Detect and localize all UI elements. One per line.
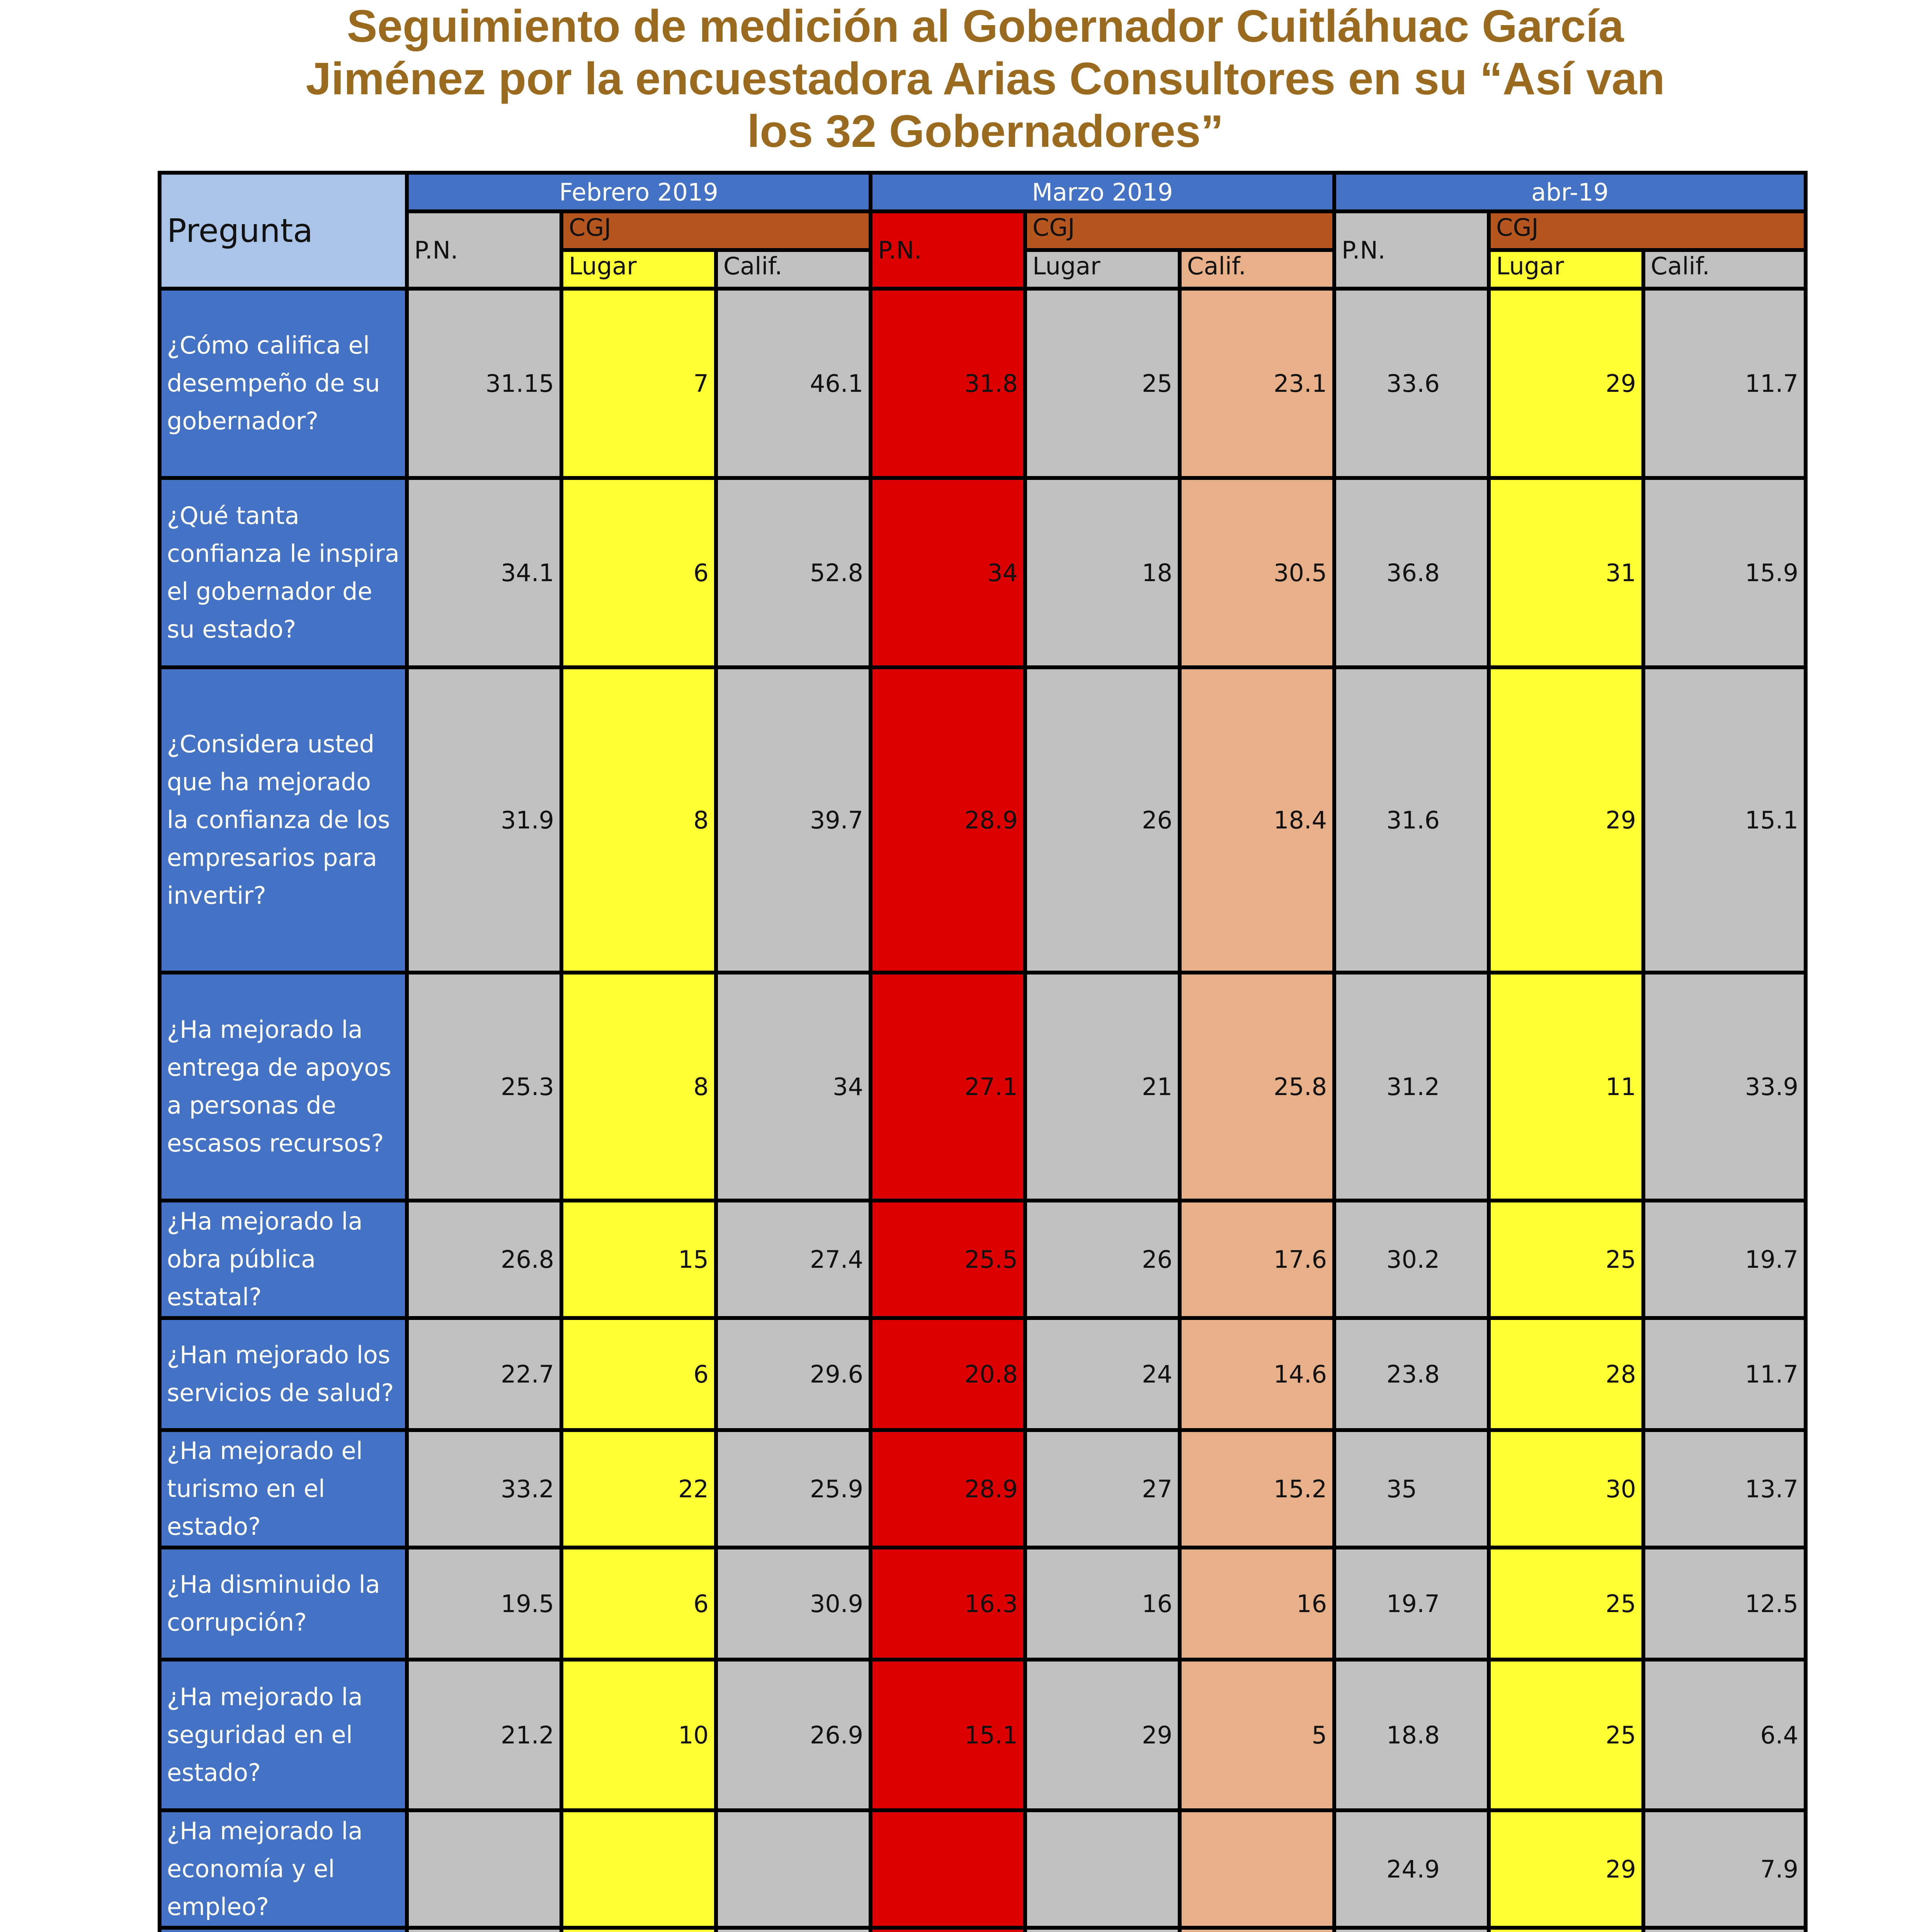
question-cell: ¿Considera usted que ha mejorado la confianza de los empresarios para invertir? (160, 667, 407, 973)
table-row (160, 1548, 1806, 1660)
value-cell-calif-feb: 29.6 (716, 1318, 871, 1430)
pn-header-apr: P.N. (1334, 211, 1489, 289)
value-cell-lugar-mar: 18 (1025, 478, 1180, 667)
value-cell-calif-mar: 23.1 (1180, 289, 1334, 478)
value-cell-calif-feb (716, 1928, 871, 1932)
value-cell-calif-feb: 46.1 (716, 289, 871, 478)
value-cell-lugar-mar: 26 (1025, 1201, 1180, 1318)
value-cell-pn-feb: 19.5 (407, 1548, 561, 1660)
question-cell: ¿Ha mejorado la entrega de apoyos a personas de escasos recursos? (160, 973, 407, 1201)
lugar-header-apr: Lugar (1489, 250, 1643, 289)
value-cell-lugar-feb: 15 (561, 1201, 716, 1318)
value-cell-calif-feb: 25.9 (716, 1430, 871, 1548)
value-cell-pn-mar: 16.3 (871, 1548, 1025, 1660)
value-cell-calif-mar: 15.2 (1180, 1430, 1334, 1548)
value-cell-pn-mar (871, 1928, 1025, 1932)
lugar-header-mar: Lugar (1025, 250, 1180, 289)
value-cell-calif-apr: 33.9 (1643, 973, 1806, 1201)
value-cell-calif-mar (1180, 1810, 1334, 1928)
value-cell-lugar-apr: 25 (1489, 1201, 1643, 1318)
value-cell-pn-apr: 36.8 (1334, 478, 1489, 667)
table-row (160, 667, 1806, 973)
value-cell-calif-feb: 30.9 (716, 1548, 871, 1660)
value-cell-lugar-apr: 28 (1489, 1318, 1643, 1430)
table-row (160, 1430, 1806, 1548)
value-cell-lugar-mar: 25 (1025, 289, 1180, 478)
value-cell-pn-mar: 28.9 (871, 1430, 1025, 1548)
value-cell-pn-feb: 31.15 (407, 289, 561, 478)
question-cell: ¿Han mejorado los servicios de salud? (160, 1318, 407, 1430)
value-cell-calif-apr: 11.7 (1643, 1318, 1806, 1430)
value-cell-calif-apr: 6.4 (1643, 1660, 1806, 1810)
value-cell-lugar-apr: 30 (1489, 1430, 1643, 1548)
value-cell-pn-feb: 31.9 (407, 667, 561, 973)
value-cell-lugar-apr: 31 (1489, 478, 1643, 667)
value-cell-lugar-apr: 29 (1489, 667, 1643, 973)
value-cell-pn-apr (1334, 1928, 1489, 1932)
value-cell-pn-feb (407, 1810, 561, 1928)
value-cell-calif-apr: 12.5 (1643, 1548, 1806, 1660)
value-cell-pn-apr: 35 (1334, 1430, 1489, 1548)
value-cell-pn-mar: 20.8 (871, 1318, 1025, 1430)
value-cell-lugar-mar: 16 (1025, 1548, 1180, 1660)
value-cell-pn-mar: 34 (871, 478, 1025, 667)
question-cell: ¿Cómo califica el desempeño de su gobernador? (160, 289, 407, 478)
pn-header-feb: P.N. (407, 211, 561, 289)
value-cell-calif-apr: 13.7 (1643, 1430, 1806, 1548)
value-cell-lugar-feb: 22 (561, 1430, 716, 1548)
table-row (160, 289, 1806, 478)
value-cell-pn-feb: 22.7 (407, 1318, 561, 1430)
value-cell-calif-feb: 34 (716, 973, 871, 1201)
value-cell-pn-apr: 31.6 (1334, 667, 1489, 973)
value-cell-lugar-feb: 6 (561, 478, 716, 667)
value-cell-lugar-mar: 24 (1025, 1318, 1180, 1430)
value-cell-lugar-feb: 6 (561, 1548, 716, 1660)
value-cell-lugar-mar (1025, 1810, 1180, 1928)
value-cell-calif-feb: 27.4 (716, 1201, 871, 1318)
cgj-header-feb: CGJ (561, 211, 871, 250)
question-cell (160, 1928, 407, 1932)
value-cell-calif-apr: 7.9 (1643, 1810, 1806, 1928)
calif-header-feb: Calif. (716, 250, 871, 289)
value-cell-pn-mar: 31.8 (871, 289, 1025, 478)
calif-header-apr: Calif. (1643, 250, 1806, 289)
value-cell-lugar-feb: 10 (561, 1660, 716, 1810)
value-cell-calif-mar: 25.8 (1180, 973, 1334, 1201)
value-cell-lugar-mar (1025, 1928, 1180, 1932)
month-header-feb: Febrero 2019 (407, 173, 871, 211)
value-cell-lugar-apr (1489, 1928, 1643, 1932)
table-row (160, 478, 1806, 667)
pregunta-header: Pregunta (160, 173, 407, 289)
value-cell-pn-feb: 25.3 (407, 973, 561, 1201)
title-line-2: Jiménez por la encuestadora Arias Consultores en su “Así van (306, 53, 1665, 104)
value-cell-calif-apr: 15.9 (1643, 478, 1806, 667)
value-cell-calif-apr: 19.7 (1643, 1201, 1806, 1318)
calif-header-mar: Calif. (1180, 250, 1334, 289)
value-cell-lugar-feb (561, 1928, 716, 1932)
value-cell-calif-feb: 52.8 (716, 478, 871, 667)
value-cell-calif-mar: 14.6 (1180, 1318, 1334, 1430)
value-cell-pn-mar: 15.1 (871, 1660, 1025, 1810)
table-row (160, 1201, 1806, 1318)
question-cell: ¿Ha mejorado la obra pública estatal? (160, 1201, 407, 1318)
value-cell-pn-apr: 31.2 (1334, 973, 1489, 1201)
value-cell-lugar-apr: 25 (1489, 1660, 1643, 1810)
value-cell-pn-apr: 24.9 (1334, 1810, 1489, 1928)
question-cell: ¿Ha mejorado la economía y el empleo? (160, 1810, 407, 1928)
value-cell-lugar-apr: 25 (1489, 1548, 1643, 1660)
value-cell-lugar-apr: 29 (1489, 289, 1643, 478)
question-cell: ¿Ha mejorado el turismo en el estado? (160, 1430, 407, 1548)
value-cell-lugar-feb (561, 1810, 716, 1928)
month-header-apr: abr-19 (1334, 173, 1806, 211)
cgj-header-mar: CGJ (1025, 211, 1334, 250)
value-cell-calif-mar (1180, 1928, 1334, 1932)
value-cell-lugar-mar: 26 (1025, 667, 1180, 973)
value-cell-pn-feb (407, 1928, 561, 1932)
page-title (58, 0, 1913, 158)
value-cell-lugar-feb: 8 (561, 667, 716, 973)
value-cell-lugar-mar: 29 (1025, 1660, 1180, 1810)
value-cell-calif-mar: 16 (1180, 1548, 1334, 1660)
table-row (160, 1810, 1806, 1928)
value-cell-pn-feb: 21.2 (407, 1660, 561, 1810)
value-cell-lugar-apr: 29 (1489, 1810, 1643, 1928)
value-cell-pn-apr: 18.8 (1334, 1660, 1489, 1810)
value-cell-calif-feb: 39.7 (716, 667, 871, 973)
value-cell-pn-apr: 33.6 (1334, 289, 1489, 478)
table-row (160, 973, 1806, 1201)
value-cell-pn-mar (871, 1810, 1025, 1928)
value-cell-calif-feb (716, 1810, 871, 1928)
value-cell-pn-apr: 30.2 (1334, 1201, 1489, 1318)
value-cell-pn-feb: 34.1 (407, 478, 561, 667)
value-cell-pn-apr: 19.7 (1334, 1548, 1489, 1660)
value-cell-pn-mar: 27.1 (871, 973, 1025, 1201)
table-row (160, 1660, 1806, 1810)
survey-table (158, 171, 1808, 1932)
value-cell-lugar-feb: 6 (561, 1318, 716, 1430)
table-row (160, 1928, 1806, 1932)
value-cell-lugar-apr: 11 (1489, 973, 1643, 1201)
value-cell-calif-apr (1643, 1928, 1806, 1932)
value-cell-lugar-feb: 7 (561, 289, 716, 478)
table-row (160, 1318, 1806, 1430)
value-cell-lugar-mar: 27 (1025, 1430, 1180, 1548)
value-cell-calif-mar: 18.4 (1180, 667, 1334, 973)
cgj-header-apr: CGJ (1489, 211, 1806, 250)
value-cell-pn-feb: 26.8 (407, 1201, 561, 1318)
value-cell-calif-mar: 5 (1180, 1660, 1334, 1810)
value-cell-pn-mar: 28.9 (871, 667, 1025, 973)
value-cell-pn-feb: 33.2 (407, 1430, 561, 1548)
value-cell-calif-feb: 26.9 (716, 1660, 871, 1810)
value-cell-calif-mar: 17.6 (1180, 1201, 1334, 1318)
value-cell-calif-apr: 15.1 (1643, 667, 1806, 973)
value-cell-pn-apr: 23.8 (1334, 1318, 1489, 1430)
lugar-header-feb: Lugar (561, 250, 716, 289)
value-cell-calif-mar: 30.5 (1180, 478, 1334, 667)
question-cell: ¿Ha mejorado la seguridad en el estado? (160, 1660, 407, 1810)
pn-header-mar: P.N. (871, 211, 1025, 289)
question-cell: ¿Ha disminuido la corrupción? (160, 1548, 407, 1660)
month-header-mar: Marzo 2019 (871, 173, 1334, 211)
title-line-1: Seguimiento de medición al Gobernador Cuitláhuac García (347, 1, 1624, 52)
title-line-3: los 32 Gobernadores” (747, 106, 1224, 157)
value-cell-lugar-mar: 21 (1025, 973, 1180, 1201)
value-cell-pn-mar: 25.5 (871, 1201, 1025, 1318)
question-cell: ¿Qué tanta confianza le inspira el gobernador de su estado? (160, 478, 407, 667)
value-cell-calif-apr: 11.7 (1643, 289, 1806, 478)
value-cell-lugar-feb: 8 (561, 973, 716, 1201)
